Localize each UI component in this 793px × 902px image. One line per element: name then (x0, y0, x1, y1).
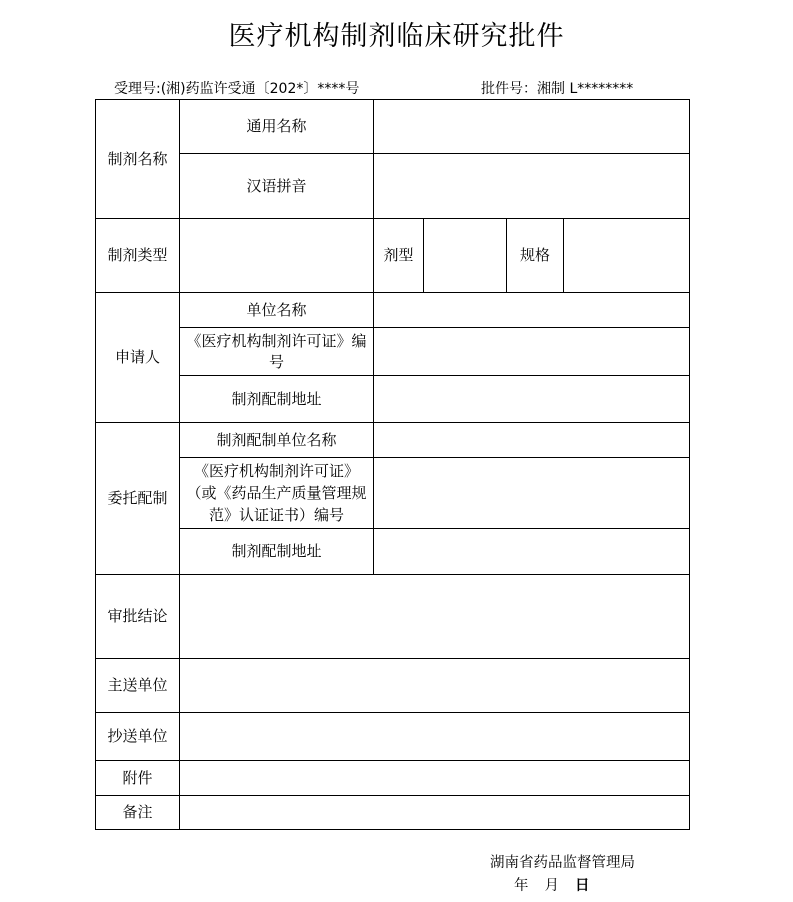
prep-type-label: 制剂类型 (96, 219, 180, 293)
approval-number: 批件号：湘制 L******** (481, 81, 634, 97)
pinyin-field[interactable] (374, 154, 690, 219)
license-number-label: 《医疗机构制剂许可证》编号 (180, 328, 374, 376)
specification-field[interactable] (564, 219, 690, 293)
conclusion-field[interactable] (180, 575, 690, 659)
main-recipient-label: 主送单位 (96, 659, 180, 713)
entrusted-unit-label: 制剂配制单位名称 (180, 423, 374, 458)
entrusted-address-field[interactable] (374, 529, 690, 575)
date-month-label: 月 (544, 878, 559, 894)
date-day-label: 日 (575, 878, 590, 894)
date-year-label: 年 (514, 878, 529, 894)
dosage-form-label: 剂型 (374, 219, 424, 293)
prep-address-field[interactable] (374, 376, 690, 423)
issue-date (514, 874, 590, 895)
conclusion-label: 审批结论 (96, 575, 180, 659)
specification-label: 规格 (507, 219, 564, 293)
acceptance-number: 受理号:(湘)药监许受通〔202*〕****号 (114, 81, 360, 97)
entrusted-prep-label: 委托配制 (96, 423, 180, 575)
entrusted-address-label: 制剂配制地址 (180, 529, 374, 575)
attachments-label: 附件 (96, 761, 180, 796)
dosage-form-field[interactable] (424, 219, 507, 293)
main-recipient-field[interactable] (180, 659, 690, 713)
license-number-field[interactable] (374, 328, 690, 376)
prep-address-label: 制剂配制地址 (180, 376, 374, 423)
entrusted-license-label: 《医疗机构制剂许可证》（或《药品生产质量管理规范》认证证书）编号 (180, 458, 374, 529)
remarks-label: 备注 (96, 796, 180, 830)
entrusted-license-field[interactable] (374, 458, 690, 529)
document-title: 医疗机构制剂临床研究批件 (228, 21, 565, 52)
generic-name-field[interactable] (374, 100, 690, 154)
entrusted-unit-field[interactable] (374, 423, 690, 458)
applicant-label: 申请人 (96, 293, 180, 423)
cc-recipient-label: 抄送单位 (96, 713, 180, 761)
pinyin-label: 汉语拼音 (180, 154, 374, 219)
approval-form-table (95, 99, 690, 830)
cc-recipient-field[interactable] (180, 713, 690, 761)
attachments-field[interactable] (180, 761, 690, 796)
unit-name-label: 单位名称 (180, 293, 374, 328)
unit-name-field[interactable] (374, 293, 690, 328)
prep-type-field[interactable] (180, 219, 374, 293)
generic-name-label: 通用名称 (180, 100, 374, 154)
prep-name-label: 制剂名称 (96, 100, 180, 219)
remarks-field[interactable] (180, 796, 690, 830)
issuing-organization: 湖南省药品监督管理局 (490, 855, 635, 871)
